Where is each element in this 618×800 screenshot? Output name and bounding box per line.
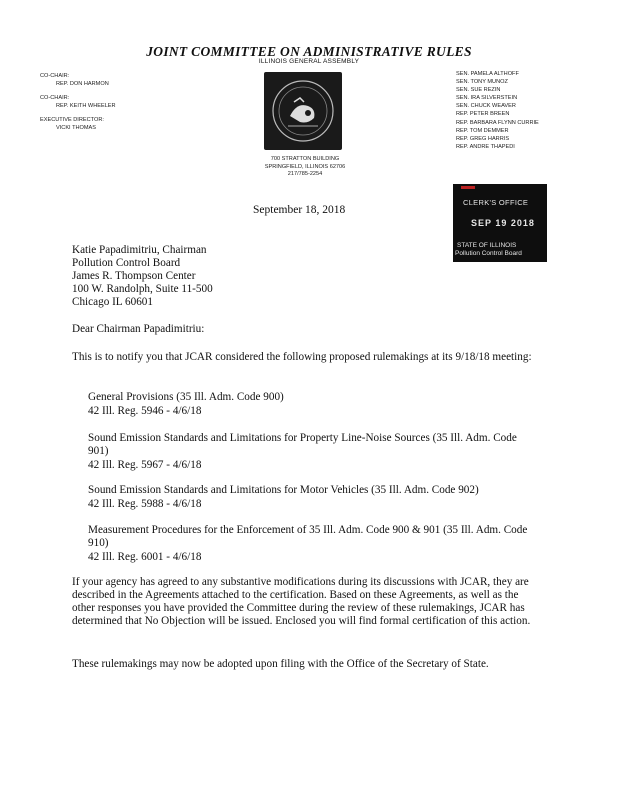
rulemaking-title: Sound Emission Standards and Limitations for Property Line-Noise Sources (35 Ill. Adm. Code 901) (88, 432, 517, 457)
committee-title: JOINT COMMITTEE ON ADMINISTRATIVE RULES (146, 44, 472, 59)
rulemaking-title: General Provisions (35 Ill. Adm. Code 900) (88, 391, 284, 403)
stamp-office: CLERK'S OFFICE (463, 198, 529, 207)
rulemaking-item (88, 524, 538, 564)
officer-role: CO-CHAIR: (40, 73, 70, 79)
member-name: SEN. TONY MUNOZ (456, 79, 508, 86)
recipient-line: Pollution Control Board (72, 257, 181, 269)
member-name: SEN. PAMELA ALTHOFF (456, 71, 519, 77)
rulemaking-item (88, 484, 538, 511)
rulemaking-title: Measurement Procedures for the Enforcement of 35 Ill. Adm. Code 900 & 901 (35 Ill. Adm. Code 910) (88, 524, 528, 549)
address-line: SPRINGFIELD, ILLINOIS 62706 (264, 163, 346, 170)
stamp-state: STATE OF ILLINOIS (457, 242, 517, 249)
rulemaking-item (88, 432, 538, 472)
recipient-block (72, 244, 213, 309)
member-name: REP. BARBARA FLYNN CURRIE (456, 119, 539, 126)
rulemaking-item (88, 391, 538, 418)
member-name: REP. TOM DEMMER (456, 127, 509, 134)
rulemaking-ref: 42 Ill. Reg. 5946 - 4/6/18 (88, 405, 202, 417)
intro-paragraph: This is to notify you that JCAR considered the following proposed rulemakings at its 9/18/18 meeting: (72, 351, 532, 363)
members-list (456, 70, 539, 151)
officer-role: CO-CHAIR: (40, 95, 70, 101)
stamp-date: SEP 19 2018 (471, 218, 535, 228)
officer-role: EXECUTIVE DIRECTOR: (40, 117, 104, 123)
closing-paragraph: These rulemakings may now be adopted upon filing with the Office of the Secretary of State. (72, 658, 489, 670)
address-line: 700 STRATTON BUILDING (270, 156, 340, 162)
recipient-line: James R. Thompson Center (72, 270, 196, 282)
recipient-line: Chicago IL 60601 (72, 296, 153, 308)
committee-address (240, 156, 370, 179)
member-name: REP. PETER BREEN (456, 111, 510, 118)
officer-name: VICKI THOMAS (56, 125, 96, 131)
stamp-board: Pollution Control Board (455, 250, 522, 257)
agreements-paragraph: If your agency has agreed to any substantive modifications during its discussions with JCAR, they are described in the Agreements attached to the certification. Based on these Agreements, as well as the other responses you have provided the Committee during the review of these rulemakings, JCAR has determined that No Objection will be issued. Enclosed you will find formal certification of this action. (72, 576, 531, 627)
rulemaking-ref: 42 Ill. Reg. 6001 - 4/6/18 (88, 551, 202, 563)
officer-name: REP. KEITH WHEELER (56, 103, 116, 109)
recipient-line: Katie Papadimitriu, Chairman (72, 244, 207, 256)
rulemaking-ref: 42 Ill. Reg. 5967 - 4/6/18 (88, 459, 202, 471)
member-name: SEN. CHUCK WEAVER (456, 103, 516, 110)
officer-name: REP. DON HARMON (56, 81, 109, 87)
member-name: REP. GREG HARRIS (456, 135, 510, 142)
member-name: SEN. SUE REZIN (456, 87, 501, 94)
letter-date: September 18, 2018 (253, 204, 346, 216)
received-stamp (453, 184, 547, 262)
member-name: REP. ANDRE THAPEDI (456, 143, 515, 150)
recipient-line: 100 W. Randolph, Suite 11-500 (72, 283, 213, 295)
stamp-red-mark (461, 186, 475, 189)
rulemaking-ref: 42 Ill. Reg. 5988 - 4/6/18 (88, 498, 202, 510)
rulemaking-title: Sound Emission Standards and Limitations for Motor Vehicles (35 Ill. Adm. Code 902) (88, 484, 479, 496)
member-name: SEN. IRA SILVERSTEIN (456, 95, 518, 102)
committee-subtitle: ILLINOIS GENERAL ASSEMBLY (258, 58, 360, 65)
address-line: 217/785-2254 (287, 171, 323, 178)
salutation: Dear Chairman Papadimitriu: (72, 323, 205, 335)
officers-list (40, 72, 116, 138)
state-seal-icon (264, 72, 342, 150)
